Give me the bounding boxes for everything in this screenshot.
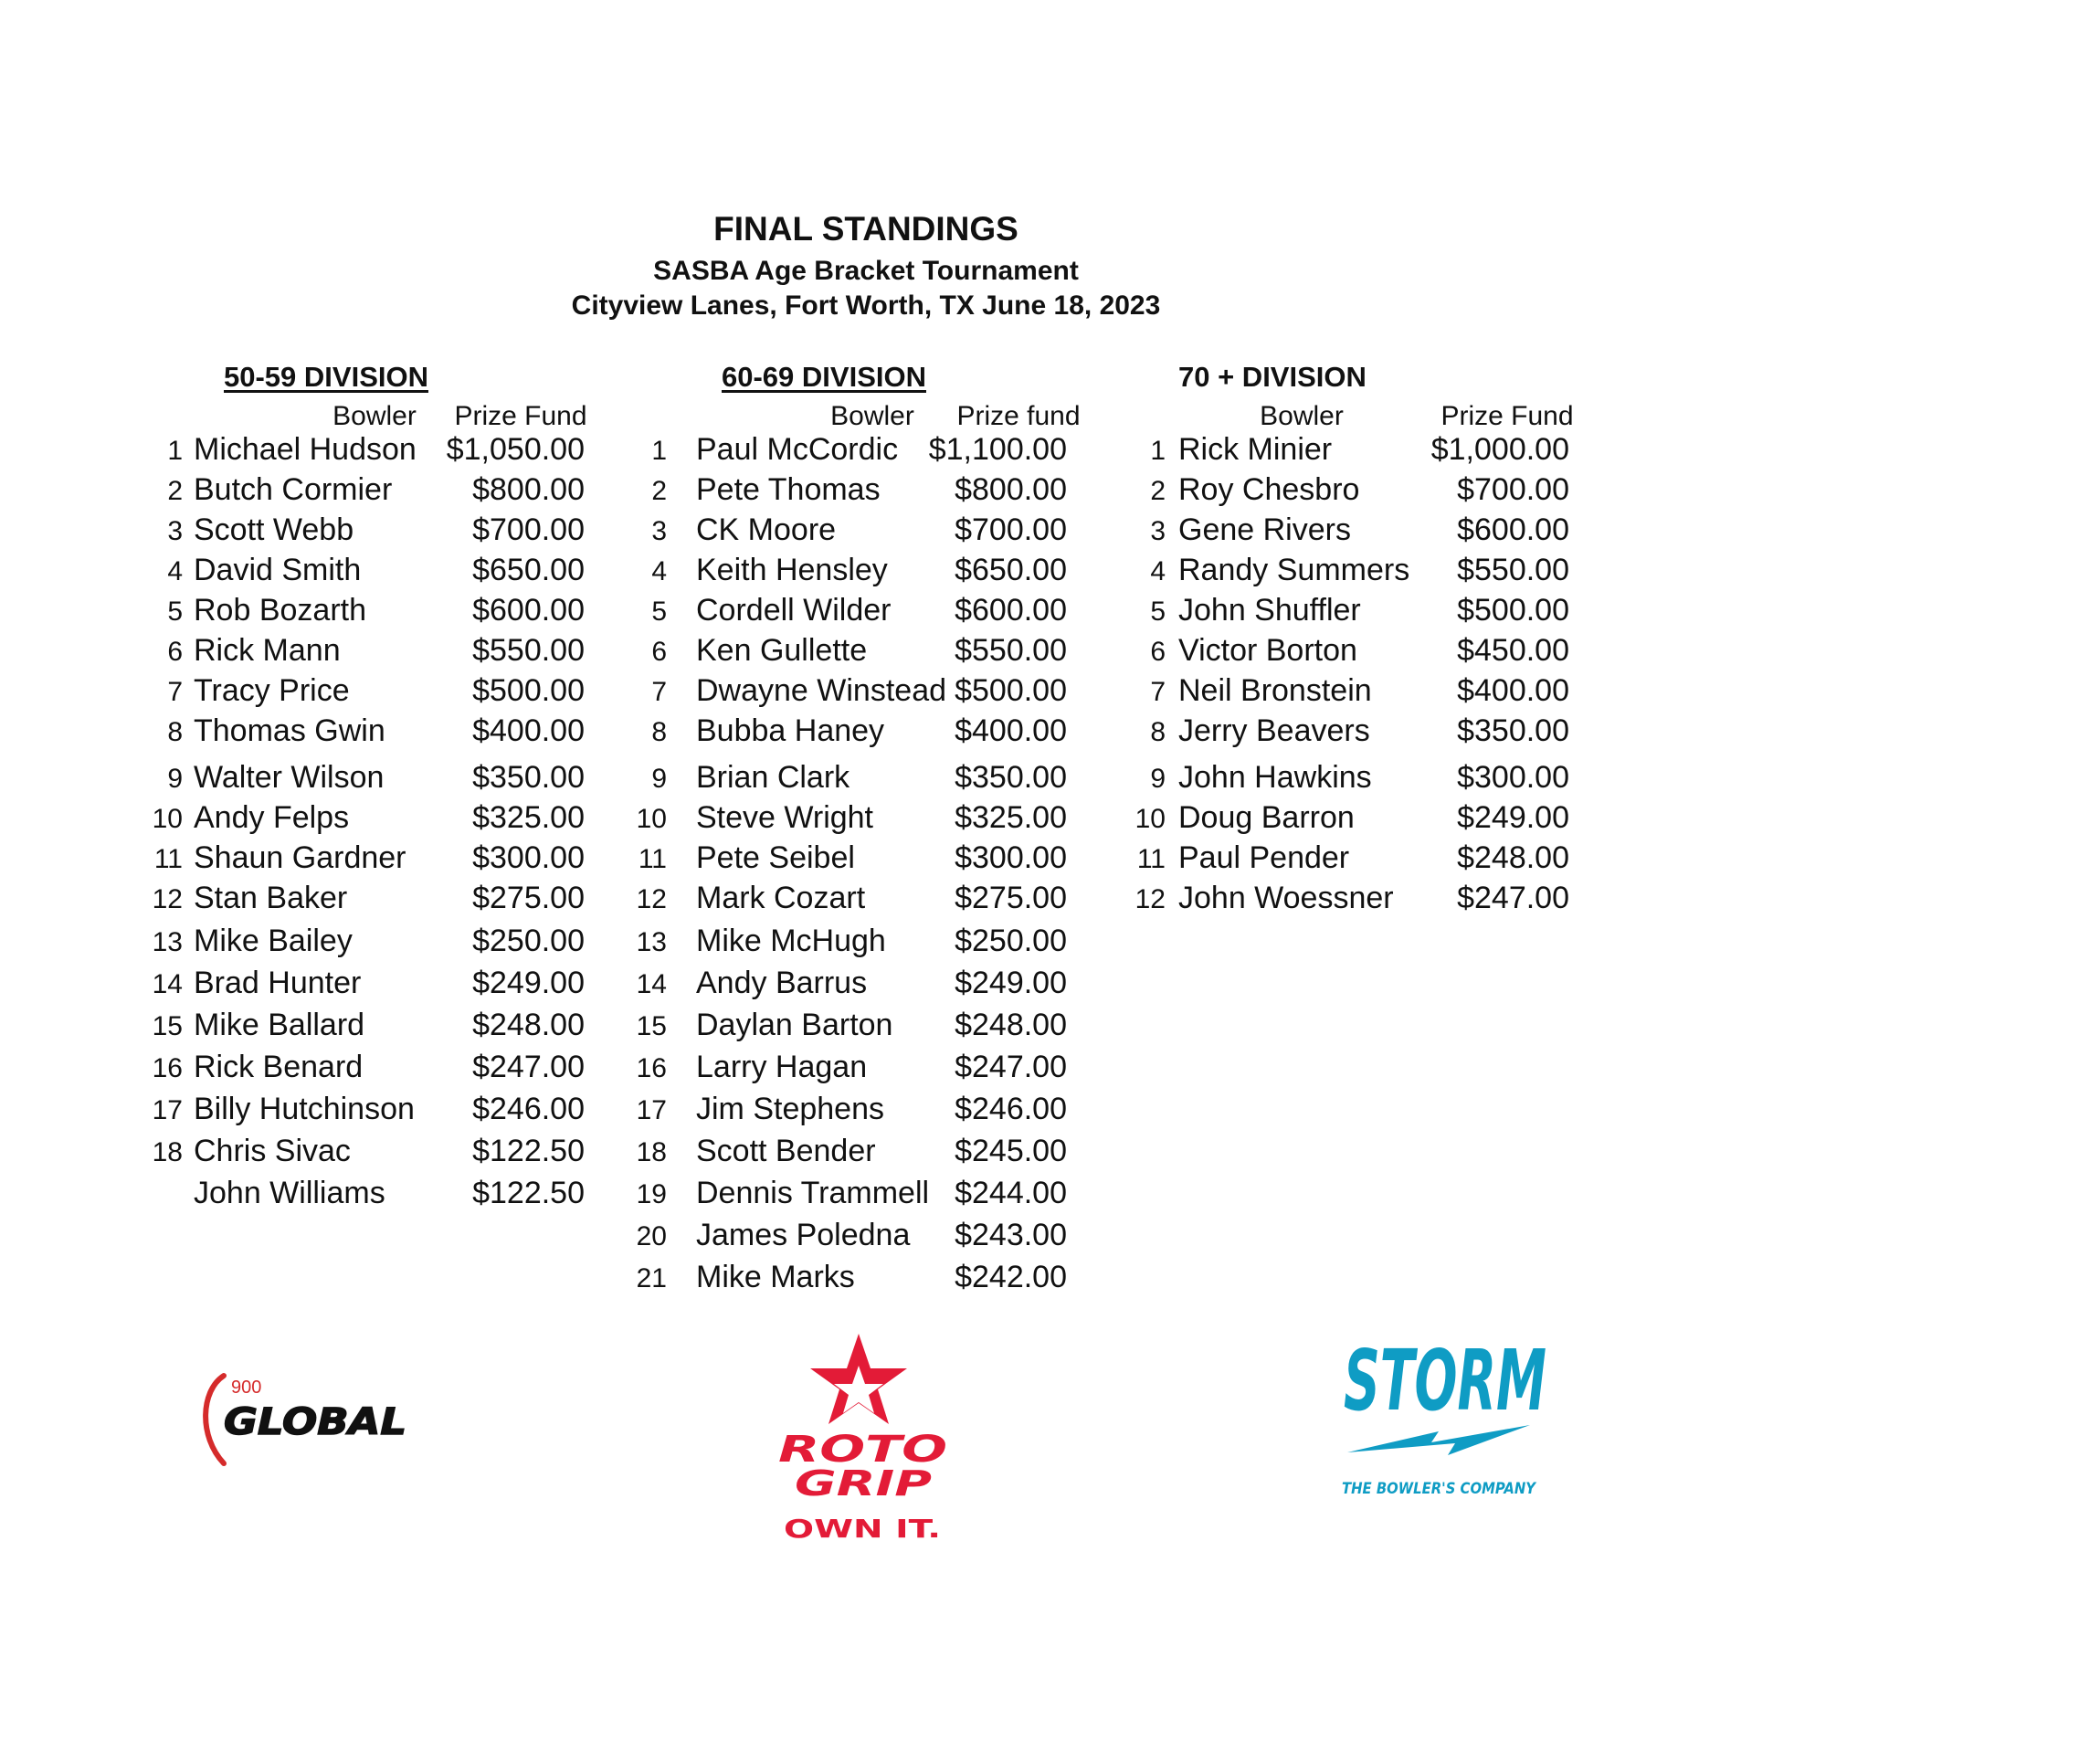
- bowler-name: Pete Seibel: [696, 840, 855, 875]
- prize-amount: $600.00: [1457, 512, 1569, 547]
- prize-amount: $1,050.00: [446, 432, 585, 467]
- rank: 1: [651, 436, 667, 466]
- prize-amount: $550.00: [472, 633, 585, 668]
- 900-global-logo: [196, 1363, 425, 1473]
- bowler-name: Brad Hunter: [194, 966, 362, 1000]
- prize-amount: $650.00: [955, 553, 1067, 587]
- bowler-name: John Hawkins: [1178, 760, 1372, 795]
- bowler-name: Rick Minier: [1178, 432, 1333, 467]
- prize-amount: $700.00: [1457, 472, 1569, 507]
- bowler-name: Jerry Beavers: [1178, 713, 1370, 748]
- bowler-name: Rob Bozarth: [194, 593, 366, 628]
- rank: 9: [651, 764, 667, 794]
- bowler-name: Scott Webb: [194, 512, 354, 547]
- rank: 3: [651, 516, 667, 546]
- logo-global-main: GLOBAL: [224, 1401, 406, 1443]
- rank: 10: [152, 804, 183, 834]
- rank: 17: [636, 1095, 667, 1125]
- bowler-name: Victor Borton: [1178, 633, 1357, 668]
- division-title: 50-59 DIVISION: [224, 361, 428, 393]
- bowler-name: Ken Gullette: [696, 633, 868, 668]
- prize-amount: $246.00: [472, 1092, 585, 1126]
- prize-amount: $275.00: [955, 881, 1067, 915]
- prize-amount: $248.00: [472, 1008, 585, 1042]
- bowler-name: Larry Hagan: [696, 1050, 868, 1084]
- prize-amount: $249.00: [472, 966, 585, 1000]
- division-title: 70 + DIVISION: [1178, 361, 1367, 393]
- rank: 4: [1150, 556, 1166, 586]
- standing-row: [1133, 553, 1772, 593]
- bowler-name: Walter Wilson: [194, 760, 385, 795]
- rank: 18: [636, 1137, 667, 1167]
- storm-logo: [1338, 1329, 1557, 1503]
- rank: 2: [1150, 476, 1166, 506]
- prize-amount: $247.00: [955, 1050, 1067, 1084]
- prize-amount: $350.00: [472, 760, 585, 795]
- bowler-name: Keith Hensley: [696, 553, 888, 587]
- standing-row: [1133, 713, 1772, 754]
- bowler-name: Doug Barron: [1178, 800, 1355, 835]
- bowler-name: Rick Benard: [194, 1050, 364, 1084]
- prize-amount: $300.00: [955, 840, 1067, 875]
- logo-roto-line1: ROTO: [778, 1429, 947, 1471]
- prize-amount: $325.00: [955, 800, 1067, 835]
- prize-amount: $500.00: [1457, 593, 1569, 628]
- bowler-name: John Woessner: [1178, 881, 1394, 915]
- bowler-name: Andy Felps: [194, 800, 350, 835]
- prize-amount: $1,000.00: [1430, 432, 1569, 467]
- bowler-name: John Williams: [194, 1176, 385, 1210]
- logo-global-top: 900: [231, 1378, 262, 1398]
- rank: 5: [651, 596, 667, 627]
- bowler-name: Bubba Haney: [696, 713, 885, 748]
- rank: 6: [167, 637, 183, 667]
- logo-storm-main: STORM: [1344, 1332, 1546, 1430]
- rank: 10: [636, 804, 667, 834]
- page-title: FINAL STANDINGS: [713, 210, 1018, 248]
- bowler-name: Daylan Barton: [696, 1008, 893, 1042]
- bowler-name: Thomas Gwin: [194, 713, 385, 748]
- bowler-column-header: Bowler: [1260, 401, 1344, 431]
- prize-column-header: Prize fund: [956, 401, 1081, 431]
- rank: 9: [1150, 764, 1166, 794]
- bowler-name: Mike Ballard: [194, 1008, 365, 1042]
- prize-amount: $700.00: [472, 512, 585, 547]
- prize-amount: $122.50: [472, 1134, 585, 1168]
- prize-amount: $248.00: [1457, 840, 1569, 875]
- rank: 5: [167, 596, 183, 627]
- prize-amount: $246.00: [955, 1092, 1067, 1126]
- bowler-name: James Poledna: [696, 1218, 911, 1252]
- rank: 4: [651, 556, 667, 586]
- standing-row: [1133, 432, 1772, 472]
- prize-amount: $249.00: [1457, 800, 1569, 835]
- standing-row: [630, 924, 1270, 964]
- rank: 19: [636, 1179, 667, 1209]
- prize-amount: $550.00: [1457, 553, 1569, 587]
- standing-row: [1133, 881, 1772, 921]
- prize-amount: $450.00: [1457, 633, 1569, 668]
- standing-row: [1133, 760, 1772, 800]
- bowler-name: Chris Sivac: [194, 1134, 351, 1168]
- bowler-column-header: Bowler: [830, 401, 914, 431]
- bowler-name: Billy Hutchinson: [194, 1092, 415, 1126]
- bowler-name: Butch Cormier: [194, 472, 393, 507]
- prize-amount: $275.00: [472, 881, 585, 915]
- bowler-column-header: Bowler: [332, 401, 417, 431]
- bowler-name: Andy Barrus: [696, 966, 868, 1000]
- rank: 13: [636, 927, 667, 957]
- standing-row: [630, 1134, 1270, 1174]
- bowler-name: Paul Pender: [1178, 840, 1350, 875]
- rank: 21: [636, 1263, 667, 1293]
- bowler-name: Dennis Trammell: [696, 1176, 930, 1210]
- prize-amount: $250.00: [955, 924, 1067, 958]
- rank: 16: [152, 1053, 183, 1083]
- standing-row: [630, 1260, 1270, 1300]
- prize-amount: $350.00: [1457, 713, 1569, 748]
- tournament-name: SASBA Age Bracket Tournament: [653, 256, 1079, 286]
- prize-amount: $800.00: [955, 472, 1067, 507]
- rank: 15: [636, 1011, 667, 1041]
- standing-row: [630, 1176, 1270, 1216]
- logo-roto-line2: GRIP: [795, 1463, 933, 1504]
- prize-amount: $300.00: [472, 840, 585, 875]
- rank: 20: [636, 1221, 667, 1251]
- rank: 12: [152, 884, 183, 914]
- bowler-name: Mike Marks: [696, 1260, 855, 1294]
- prize-amount: $249.00: [955, 966, 1067, 1000]
- bowler-name: Neil Bronstein: [1178, 673, 1372, 708]
- standing-row: [1133, 512, 1772, 553]
- prize-amount: $500.00: [955, 673, 1067, 708]
- prize-amount: $550.00: [955, 633, 1067, 668]
- prize-amount: $325.00: [472, 800, 585, 835]
- bowler-name: Scott Bender: [696, 1134, 876, 1168]
- rank: 11: [153, 844, 183, 874]
- prize-amount: $247.00: [472, 1050, 585, 1084]
- bowler-name: Michael Hudson: [194, 432, 417, 467]
- bowler-name: Mike McHugh: [696, 924, 886, 958]
- prize-amount: $350.00: [955, 760, 1067, 795]
- rank: 1: [167, 436, 183, 466]
- rank: 11: [1136, 844, 1166, 874]
- bowler-name: Cordell Wilder: [696, 593, 892, 628]
- prize-column-header: Prize Fund: [454, 401, 587, 431]
- bowler-name: Jim Stephens: [696, 1092, 884, 1126]
- rank: 5: [1150, 596, 1166, 627]
- bowler-name: Mark Cozart: [696, 881, 866, 915]
- bowler-name: Stan Baker: [194, 881, 348, 915]
- logo-roto-tag: OWN IT.: [784, 1514, 941, 1544]
- standing-row: [1133, 633, 1772, 673]
- standing-row: [630, 966, 1270, 1006]
- bowler-name: Paul McCordic: [696, 432, 899, 467]
- rank: 8: [167, 717, 183, 747]
- prize-amount: $650.00: [472, 553, 585, 587]
- bowler-name: David Smith: [194, 553, 362, 587]
- rank: 6: [651, 637, 667, 667]
- rank: 3: [1150, 516, 1166, 546]
- standing-row: [1133, 593, 1772, 633]
- prize-amount: $500.00: [472, 673, 585, 708]
- venue-date: Cityview Lanes, Fort Worth, TX June 18, 2023: [571, 290, 1161, 321]
- rank: 18: [152, 1137, 183, 1167]
- standing-row: [1133, 472, 1772, 512]
- bowler-name: Steve Wright: [696, 800, 874, 835]
- rank: 6: [1150, 637, 1166, 667]
- rank: 7: [1150, 677, 1166, 707]
- bowler-name: Dwayne Winstead: [696, 673, 947, 708]
- rank: 12: [1134, 884, 1166, 914]
- prize-amount: $250.00: [472, 924, 585, 958]
- rank: 3: [167, 516, 183, 546]
- bowler-name: Rick Mann: [194, 633, 341, 668]
- logo-storm-tag: THE BOWLER'S COMPANY: [1342, 1480, 1537, 1498]
- prize-amount: $400.00: [1457, 673, 1569, 708]
- rank: 9: [167, 764, 183, 794]
- standing-row: [630, 1092, 1270, 1132]
- rank: 2: [167, 476, 183, 506]
- prize-amount: $800.00: [472, 472, 585, 507]
- prize-amount: $400.00: [472, 713, 585, 748]
- rank: 17: [152, 1095, 183, 1125]
- standing-row: [630, 1050, 1270, 1090]
- bowler-name: John Shuffler: [1178, 593, 1361, 628]
- prize-column-header: Prize Fund: [1440, 401, 1574, 431]
- prize-amount: $243.00: [955, 1218, 1067, 1252]
- bowler-name: Roy Chesbro: [1178, 472, 1360, 507]
- prize-amount: $600.00: [472, 593, 585, 628]
- standing-row: [630, 1218, 1270, 1258]
- prize-amount: $247.00: [1457, 881, 1569, 915]
- division-title: 60-69 DIVISION: [722, 361, 926, 393]
- rank: 1: [1150, 436, 1166, 466]
- rank: 16: [636, 1053, 667, 1083]
- rank: 14: [636, 969, 667, 999]
- standing-row: [1133, 673, 1772, 713]
- bowler-name: Brian Clark: [696, 760, 850, 795]
- rank: 2: [651, 476, 667, 506]
- rank: 8: [1150, 717, 1166, 747]
- prize-amount: $300.00: [1457, 760, 1569, 795]
- roto-grip-logo: [767, 1329, 959, 1548]
- rank: 13: [152, 927, 183, 957]
- prize-amount: $248.00: [955, 1008, 1067, 1042]
- prize-amount: $122.50: [472, 1176, 585, 1210]
- rank: 8: [651, 717, 667, 747]
- bowler-name: Randy Summers: [1178, 553, 1410, 587]
- rank: 4: [167, 556, 183, 586]
- prize-amount: $1,100.00: [928, 432, 1067, 467]
- bowler-name: CK Moore: [696, 512, 837, 547]
- prize-amount: $400.00: [955, 713, 1067, 748]
- standing-row: [1133, 840, 1772, 881]
- rank: 10: [1134, 804, 1166, 834]
- rank: 11: [638, 844, 667, 874]
- rank: 14: [152, 969, 183, 999]
- bowler-name: Pete Thomas: [696, 472, 881, 507]
- prize-amount: $245.00: [955, 1134, 1067, 1168]
- prize-amount: $600.00: [955, 593, 1067, 628]
- prize-amount: $700.00: [955, 512, 1067, 547]
- bowler-name: Mike Bailey: [194, 924, 353, 958]
- standing-row: [1133, 800, 1772, 840]
- prize-amount: $242.00: [955, 1260, 1067, 1294]
- standing-row: [630, 1008, 1270, 1048]
- bowler-name: Shaun Gardner: [194, 840, 406, 875]
- rank: 15: [152, 1011, 183, 1041]
- rank: 7: [167, 677, 183, 707]
- prize-amount: $244.00: [955, 1176, 1067, 1210]
- rank: 12: [636, 884, 667, 914]
- bowler-name: Gene Rivers: [1178, 512, 1351, 547]
- rank: 7: [651, 677, 667, 707]
- bowler-name: Tracy Price: [194, 673, 350, 708]
